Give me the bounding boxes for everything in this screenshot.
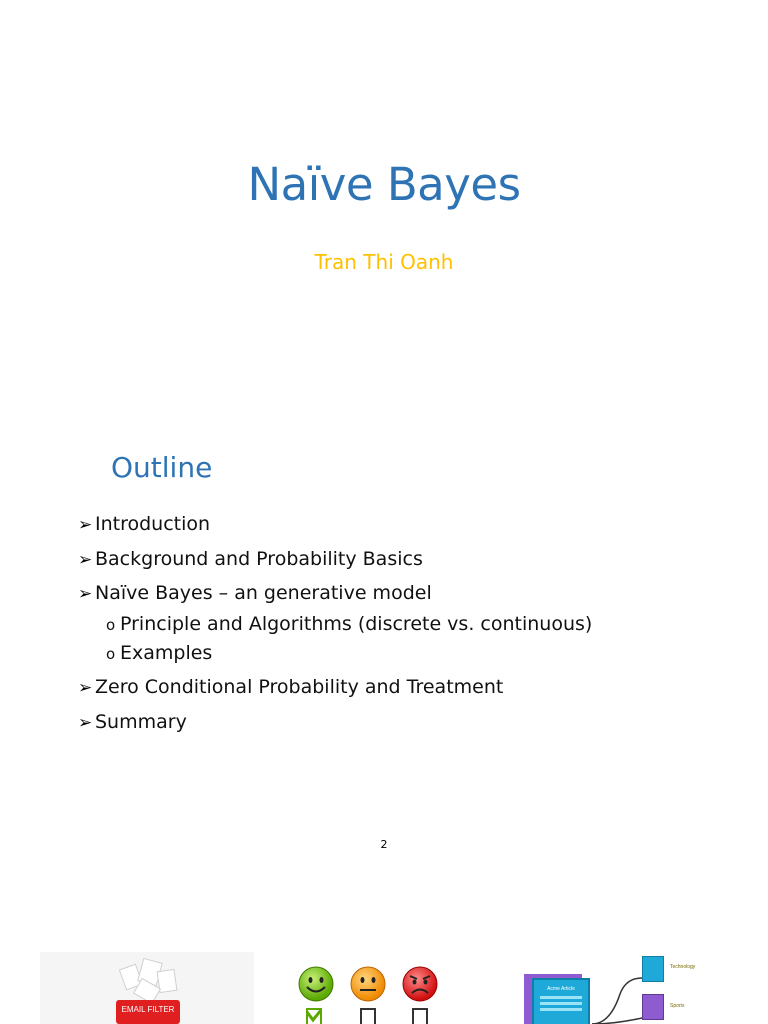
next-slide-preview bbox=[0, 900, 768, 1024]
sub-list-item-text: Principle and Algorithms (discrete vs. continuous) bbox=[120, 613, 593, 635]
email-filter-tray bbox=[116, 1000, 180, 1024]
email-filter-label: EMAIL FILTER bbox=[121, 1005, 175, 1014]
list-item-text: Zero Conditional Probability and Treatment bbox=[95, 676, 504, 698]
sub-list-item-text: Examples bbox=[120, 642, 213, 664]
document-icon bbox=[532, 978, 590, 1024]
circle-bullet-icon: o bbox=[106, 616, 116, 634]
circle-bullet-icon: o bbox=[106, 645, 116, 663]
list-item-text: Summary bbox=[95, 711, 187, 733]
arrow-bullet-icon: ➢ bbox=[78, 515, 93, 535]
category-doc-icon bbox=[642, 956, 664, 982]
document-label: Acme Article bbox=[547, 986, 575, 992]
sub-list-item bbox=[106, 641, 592, 666]
angry-face-icon bbox=[402, 966, 438, 1002]
arrow-bullet-icon: ➢ bbox=[78, 584, 93, 604]
happy-face-icon bbox=[298, 966, 334, 1002]
checkbox-checked-icon bbox=[306, 1008, 322, 1024]
category-label: Sports bbox=[670, 1003, 685, 1009]
arrow-bullet-icon: ➢ bbox=[78, 713, 93, 733]
neutral-face-icon bbox=[350, 966, 386, 1002]
list-item bbox=[78, 710, 564, 735]
list-item bbox=[78, 547, 564, 572]
slide-title: Naïve Bayes bbox=[247, 158, 521, 211]
outline-heading: Outline bbox=[111, 451, 213, 484]
list-item bbox=[78, 675, 564, 700]
outline-slide bbox=[0, 420, 768, 900]
outline-list bbox=[78, 512, 593, 735]
branch-lines bbox=[590, 964, 650, 1024]
title-slide bbox=[0, 0, 768, 420]
page-number: 2 bbox=[380, 838, 388, 851]
list-item bbox=[78, 512, 564, 537]
list-item-text: Background and Probability Basics bbox=[95, 548, 423, 570]
category-label: Technology bbox=[670, 964, 696, 970]
checkbox-empty-icon bbox=[360, 1008, 376, 1024]
arrow-bullet-icon: ➢ bbox=[78, 550, 93, 570]
author-name: Tran Thi Oanh bbox=[314, 250, 454, 274]
checkbox-empty-icon bbox=[412, 1008, 428, 1024]
arrow-bullet-icon: ➢ bbox=[78, 678, 93, 698]
sub-list-item bbox=[106, 612, 592, 637]
category-doc-icon bbox=[642, 994, 664, 1020]
list-item-text: Introduction bbox=[95, 513, 211, 535]
list-item bbox=[78, 581, 564, 606]
list-item-text: Naïve Bayes – an generative model bbox=[95, 582, 432, 604]
